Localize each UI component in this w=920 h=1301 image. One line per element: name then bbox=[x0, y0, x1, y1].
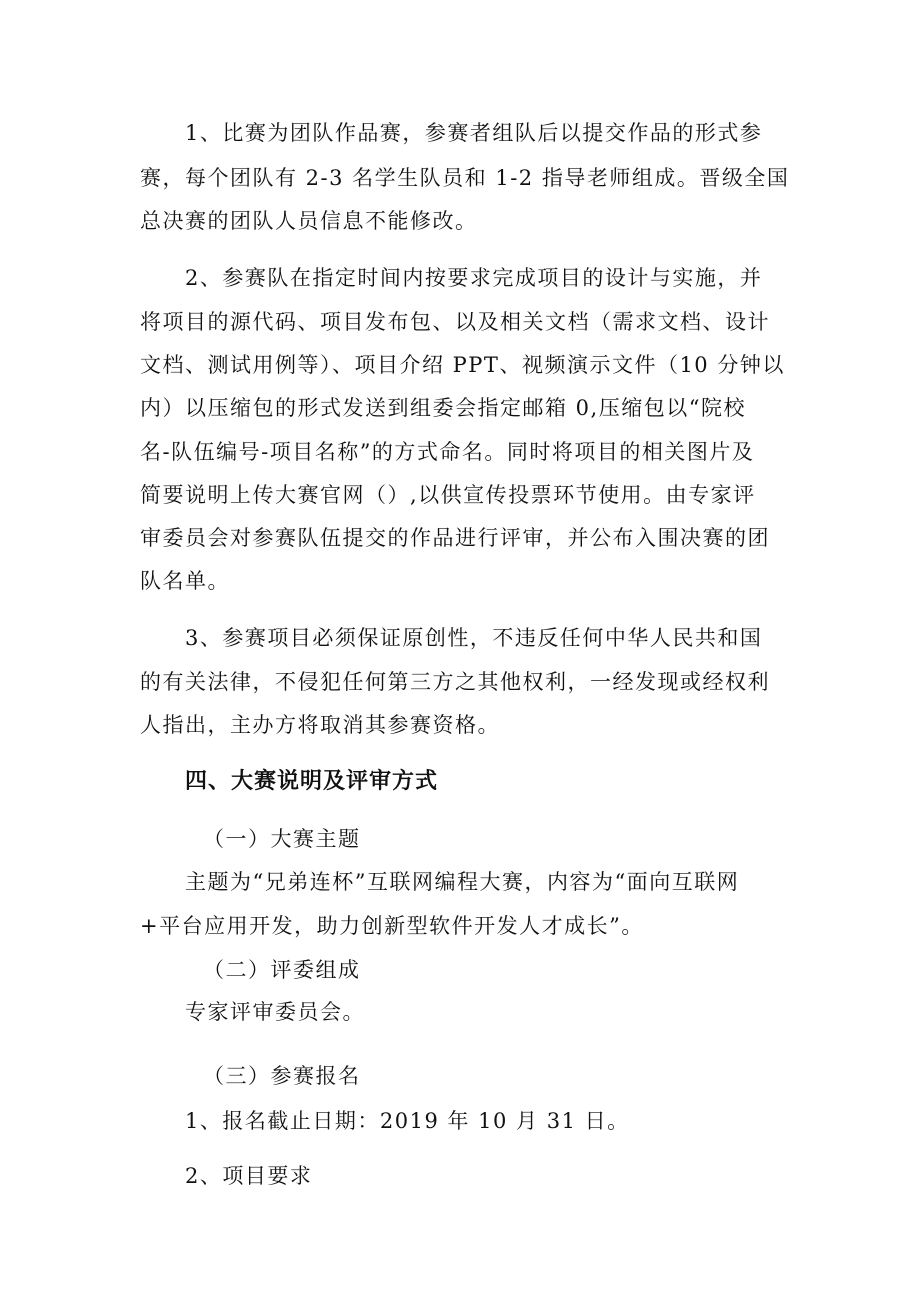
text-line: 3、参赛项目必须保证原创性，不违反任何中华人民共和国 bbox=[185, 626, 763, 650]
subsection-heading-theme: （一）大赛主题 bbox=[203, 827, 361, 851]
text-line: 赛，每个团队有 2-3 名学生队员和 1-2 指导老师组成。晋级全国 bbox=[140, 166, 790, 190]
text-line: +平台应用开发，助力创新型软件开发人才成长”。 bbox=[140, 914, 644, 938]
text-line: 1、报名截止日期：2019 年 10 月 31 日。 bbox=[185, 1109, 630, 1133]
text-line: 审委员会对参赛队伍提交的作品进行评审，并公布入围决赛的团 bbox=[140, 526, 770, 550]
text-line: 2、参赛队在指定时间内按要求完成项目的设计与实施，并 bbox=[185, 266, 763, 290]
text-line: 文档、测试用例等）、项目介绍 PPT、视频演示文件（10 分钟以 bbox=[140, 353, 785, 377]
text-line: 名-队伍编号-项目名称”的方式命名。同时将项目的相关图片及 bbox=[140, 440, 755, 464]
text-line: 主题为“兄弟连杯”互联网编程大赛，内容为“面向互联网 bbox=[185, 870, 740, 894]
section-heading: 四、大赛说明及评审方式 bbox=[185, 769, 439, 794]
text-line: 简要说明上传大赛官网（）,以供宣传投票环节使用。由专家评 bbox=[140, 483, 756, 507]
text-line: 1、比赛为团队作品赛，参赛者组队后以提交作品的形式参 bbox=[185, 121, 763, 145]
text-line: 的有关法律，不侵犯任何第三方之其他权利，一经发现或经权利 bbox=[140, 670, 770, 694]
text-line: 2、项目要求 bbox=[185, 1164, 313, 1188]
text-line: 总决赛的团队人员信息不能修改。 bbox=[140, 209, 478, 233]
subsection-heading-registration: （三）参赛报名 bbox=[203, 1064, 361, 1088]
text-line: 专家评审委员会。 bbox=[185, 1000, 365, 1024]
text-line: 队名单。 bbox=[140, 569, 230, 593]
text-line: 人指出，主办方将取消其参赛资格。 bbox=[140, 713, 500, 737]
subsection-heading-judges: （二）评委组成 bbox=[203, 958, 361, 982]
text-line: 内）以压缩包的形式发送到组委会指定邮箱 0,压缩包以“院校 bbox=[140, 396, 746, 420]
text-line: 将项目的源代码、项目发布包、以及相关文档（需求文档、设计 bbox=[140, 310, 770, 334]
